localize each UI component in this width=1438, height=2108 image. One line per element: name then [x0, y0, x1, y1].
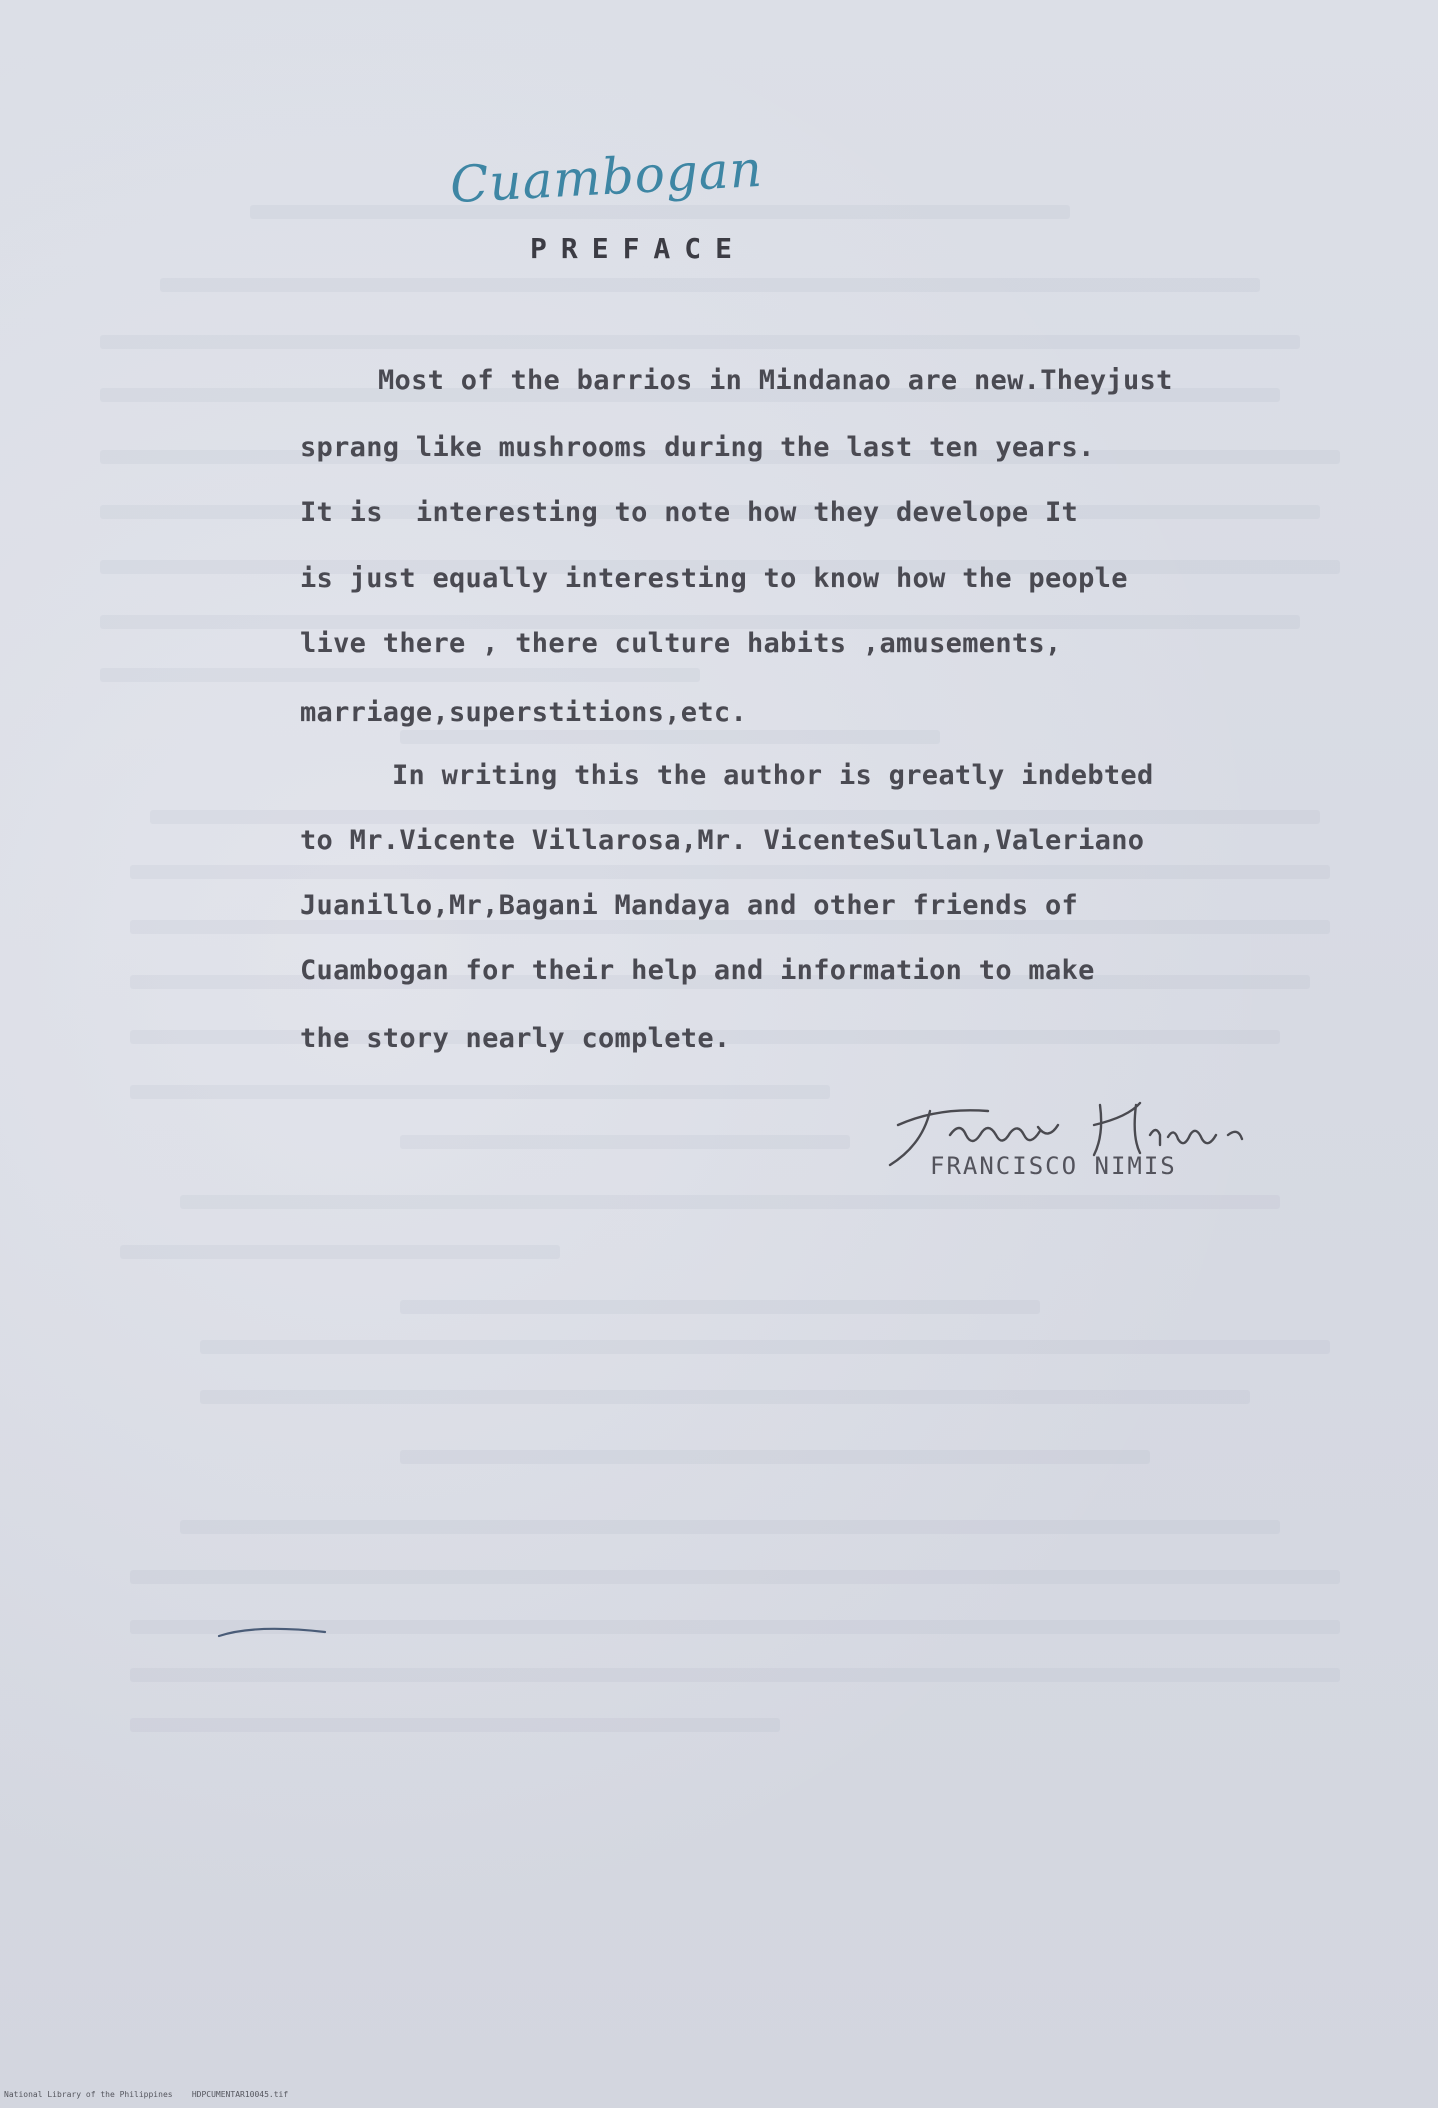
bleed-through-line: [100, 668, 700, 682]
text-line: is just equally interesting to know how the people: [300, 563, 1128, 594]
footer-source: National Library of the Philippines: [4, 2090, 173, 2099]
bleed-through-line: [400, 1450, 1150, 1464]
archive-footer: [4, 2090, 288, 2099]
bleed-through-line: [400, 730, 940, 744]
signer-name: FRANCISCO NIMIS: [930, 1152, 1177, 1180]
bleed-through-line: [120, 1245, 560, 1259]
handwritten-title: Cuambogan: [448, 139, 765, 215]
bleed-through-line: [200, 1390, 1250, 1404]
bleed-through-line: [180, 1195, 1280, 1209]
bleed-through-line: [160, 278, 1260, 292]
bleed-through-line: [130, 1718, 780, 1732]
text-line: Juanillo,Mr,Bagani Mandaya and other friends of: [300, 890, 1079, 921]
bleed-through-line: [100, 615, 1300, 629]
text-line: live there , there culture habits ,amusements,: [300, 628, 1062, 659]
bleed-through-line: [250, 205, 1070, 219]
text-line: to Mr.Vicente Villarosa,Mr. VicenteSullan,Valeriano: [300, 825, 1145, 856]
bleed-through-line: [400, 1135, 850, 1149]
page-heading: PREFACE: [530, 232, 747, 265]
bleed-through-line: [130, 1668, 1340, 1682]
text-line: Most of the barrios in Mindanao are new.Theyjust: [378, 365, 1173, 396]
text-line: In writing this the author is greatly indebted: [392, 760, 1154, 791]
bleed-through-line: [400, 1300, 1040, 1314]
text-line: sprang like mushrooms during the last ten years.: [300, 432, 1095, 463]
bleed-through-line: [100, 335, 1300, 349]
bleed-through-line: [200, 1340, 1330, 1354]
bleed-through-line: [130, 920, 1330, 934]
text-line: Cuambogan for their help and information to make: [300, 955, 1095, 986]
footer-file: HDPCUMENTAR10045.tif: [191, 2090, 289, 2099]
bleed-through-line: [150, 810, 1320, 824]
bleed-through-line: [180, 1520, 1280, 1534]
text-line: the story nearly complete.: [300, 1023, 731, 1054]
text-line: marriage,superstitions,etc.: [300, 697, 747, 728]
bleed-through-line: [130, 1570, 1340, 1584]
bleed-through-line: [130, 1085, 830, 1099]
text-line: It is interesting to note how they develope It: [300, 497, 1079, 528]
bleed-through-line: [130, 865, 1330, 879]
stray-pen-mark: [215, 1620, 335, 1650]
